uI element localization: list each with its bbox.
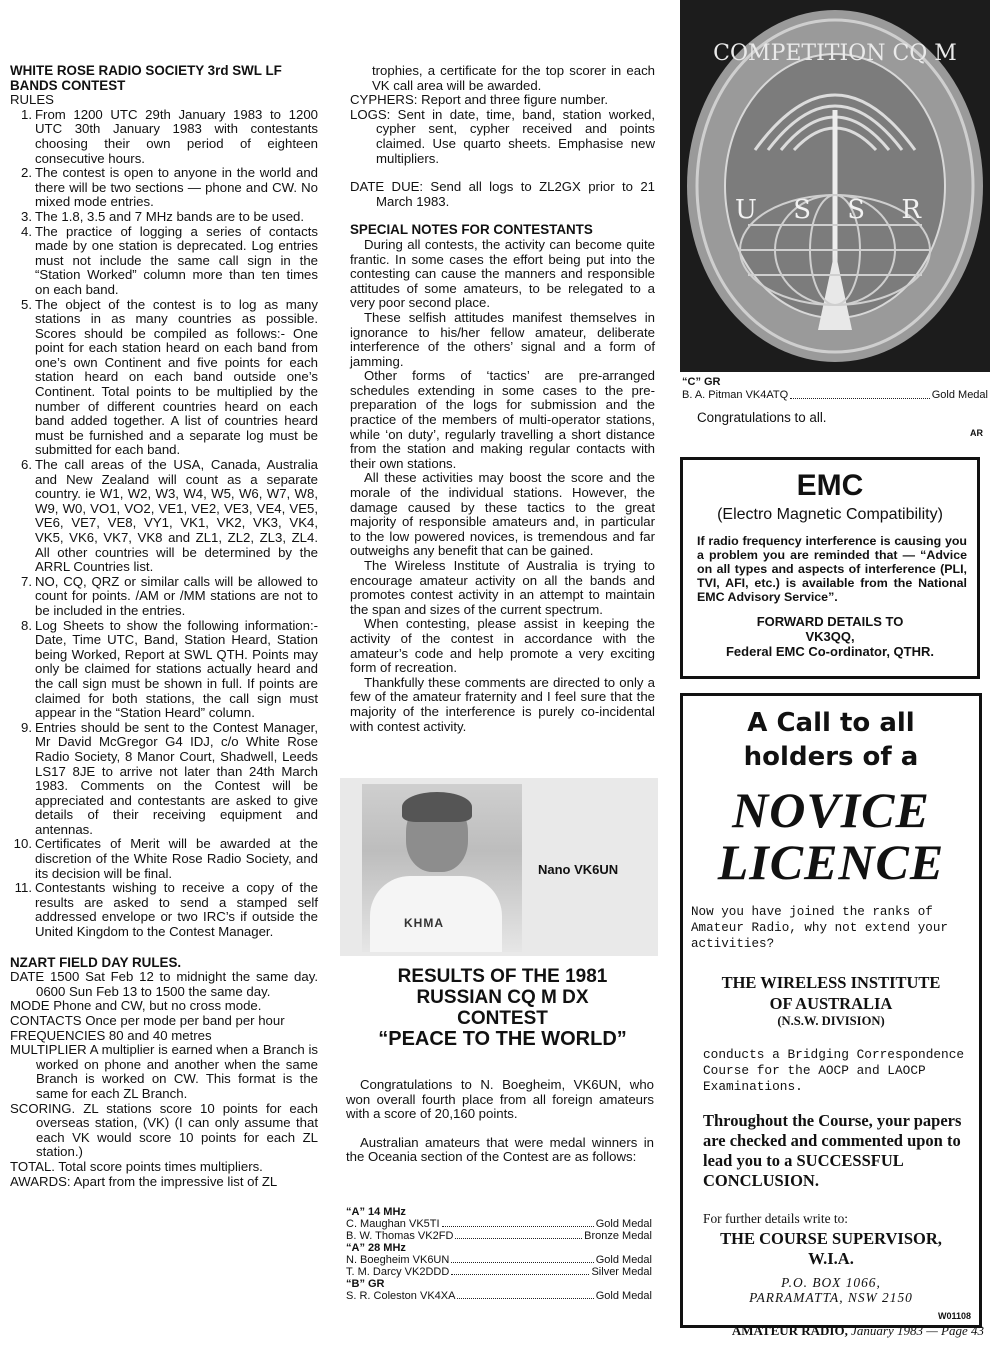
rule-text: The call areas of the USA, Canada, Australia and New Zealand will count as a separate country. ie W1, W2, W3, W4, W5, W6, W7, W8, W9, W0, VO1, VO2, VE1, VE2, VE3, VE4, VE5, VE6, VE7, VE8, VY1, VK1, VK2, VK3, VK4, VK5, VK6, VK7, VK8 and ZL1, ZL2, ZL3, ZL4. All other countries will be determined by the ARRL Countries list.	[35, 457, 318, 575]
medal-icon	[680, 0, 990, 372]
special-note-paragraph: Other forms of ‘tactics’ are pre-arranged schedules extending in some cases to the pre-preparation of the logs for submission and the practice of the members of multi-operator stations, while ‘on duty’, regularly travelling a short distance from the station and making regular contacts with their own stations.	[350, 368, 655, 471]
medal-category: “B” GR	[346, 1278, 385, 1290]
footer-magazine: AMATEUR RADIO,	[731, 1323, 848, 1338]
gr-result	[682, 376, 988, 402]
footer-page: — Page 43	[926, 1323, 984, 1338]
nzart-rule: AWARDS: Apart from the impressive list of ZL	[10, 1173, 278, 1189]
nzart-rule: MODE Phone and CW, but no cross mode.	[10, 998, 262, 1014]
special-note-paragraph: These selfish attitudes manifest themselves in ignorance to his/her fellow amateur, deliberate interference of the others’ signal and a form of jamming.	[350, 309, 655, 369]
gr-medal: Gold Medal	[931, 389, 988, 401]
emc-title: EMC	[796, 469, 864, 502]
postal-address	[683, 1275, 979, 1305]
results-body	[346, 1078, 654, 1165]
special-notes-title: SPECIAL NOTES FOR CONTESTANTS	[350, 222, 593, 238]
rule-item	[10, 298, 318, 459]
further-details-label: For further details write to:	[703, 1211, 849, 1226]
rule-text: Entries should be sent to the Contest Manager, Mr David McGregor G4 IDJ, c/o White Rose Radio Society, 8 Manor Court, Shadwell, Leeds LS17 8JE to arrive not later than 24th March 1983. Comments on the Contest will be appreciated and contestants are asked to give details of their receiving equipment and antennas.	[35, 719, 318, 837]
emc-callsign: VK3QQ,	[805, 629, 855, 644]
course-conduct-text: conducts a Bridging Correspondence Course for the AOCP and LAOCP Examinations.	[703, 1047, 965, 1094]
medal-category: “A” 28 MHz	[346, 1242, 406, 1254]
footer-issue: January 1983	[851, 1323, 923, 1338]
rule-text: Certificates of Merit will be awarded at the discretion of the White Rose Radio Society, and its decision will be final.	[35, 836, 318, 881]
rule-number: 10.	[13, 836, 32, 852]
advert-code: W01108	[937, 1311, 971, 1321]
rule-item	[10, 881, 318, 939]
rule-text: Log Sheets to show the following information:- Date, Time UTC, Band, Station Heard, Station being Worked, Report at SWL QTH. Points may only be claimed for stations actually heard and the call sign must be shown in full. If points are claimed for both stations, the call sign must appear in the “Station Heard” column.	[35, 617, 318, 721]
rule-item	[10, 619, 318, 721]
course-supervisor	[683, 1229, 979, 1269]
rule-number: 11.	[14, 880, 32, 896]
medal-row	[346, 1266, 652, 1278]
address-line-2: PARRAMATTA, NSW 2150	[749, 1290, 913, 1305]
nzart-title: NZART FIELD DAY RULES.	[10, 954, 182, 970]
medal-type: Gold Medal	[595, 1218, 652, 1230]
results-paragraph-1: Congratulations to N. Boegheim, VK6UN, who won overall fourth place from all foreign amateurs with a score of 20,160 points.	[346, 1077, 654, 1122]
novice-licence-heading	[683, 784, 979, 888]
medal-row	[346, 1290, 652, 1302]
special-note-paragraph: All these activities may boost the score and the morale of the individual stations. However, the damage caused by these tactics to the great majority of responsible amateurs and, in particular to the low powered novices, is tremendous and far outweighs any benefit that can be gained.	[350, 470, 655, 559]
call-line-2: holders of a	[743, 742, 919, 772]
emc-body: If radio frequency interference is causing you a problem you are reminded that — “Advice on all types and aspects of interference (PLI, TVI, AFI, etc.) is available from the National EMC Advisory Service”.	[697, 534, 967, 604]
results-title-line4: “PEACE TO THE WORLD”	[378, 1028, 627, 1050]
nzart-rule: TOTAL. Total score points times multipliers.	[10, 1158, 263, 1174]
date-due-rule: DATE DUE: Send all logs to ZL2GX prior to 21 March 1983.	[350, 179, 655, 209]
medal-winner: C. Maughan VK5TI	[346, 1218, 440, 1230]
rule-number: 8.	[21, 617, 32, 633]
column-middle	[350, 64, 655, 734]
rule-number: 4.	[21, 223, 32, 239]
contest-title-line2: BANDS CONTEST	[10, 77, 126, 93]
gr-row	[682, 389, 988, 402]
rule-text: The 1.8, 3.5 and 7 MHz bands are to be used.	[35, 208, 305, 224]
rule-item	[10, 458, 318, 575]
licence-word: LICENCE	[717, 834, 945, 890]
nzart-rule: FREQUENCIES 80 and 40 metres	[10, 1027, 212, 1043]
emc-coordinator: Federal EMC Co-ordinator, QTHR.	[725, 644, 934, 659]
emc-advert	[680, 457, 980, 679]
rules-list	[10, 108, 318, 940]
call-title	[683, 706, 979, 774]
novice-join-text: Now you have joined the ranks of Amateur Radio, why not extend your activities?	[691, 905, 948, 951]
special-note-paragraph: Thankfully these comments are directed to only a few of the amateur fraternity and I feel sure that the majority of the interference is purely co-incidental with contest activity.	[350, 674, 655, 734]
rule-item	[10, 225, 318, 298]
results-title-line3: CONTEST	[457, 1008, 548, 1029]
medal-row	[346, 1230, 652, 1242]
rule-text: NO, CQ, QRZ or similar calls will be allowed to count for points. /AM or /MM stations are not to be included in the entries.	[35, 573, 318, 618]
results-title	[345, 966, 660, 1050]
call-line-1: A Call to all	[747, 708, 915, 738]
address-line-1: P.O. BOX 1066,	[781, 1275, 881, 1290]
gr-name: B. A. Pitman VK4ATQ	[682, 389, 789, 401]
awards-continued: trophies, a certificate for the top scorer in each VK call area will be awarded.	[372, 63, 655, 93]
contest-title-line1: WHITE ROSE RADIO SOCIETY 3rd SWL LF	[10, 63, 282, 78]
rule-text: The contest is open to anyone in the world and there will be two sections — phone and CW. No mixed mode entries.	[35, 165, 318, 210]
rule-item	[10, 721, 318, 838]
nzart-rule: DATE 1500 Sat Feb 12 to midnight the same day. 0600 Sun Feb 13 to 1500 the same day.	[10, 969, 318, 999]
svg-text:COMPETITION CQ M: COMPETITION CQ M	[713, 41, 957, 66]
rule-text: From 1200 UTC 29th January 1983 to 1200 UTC 30th January 1983 with contestants choosing their own period of eighteen consecutive hours.	[35, 106, 318, 166]
novice-word: NOVICE	[732, 782, 930, 838]
gr-head: “C” GR	[682, 376, 721, 388]
rule-item	[10, 166, 318, 210]
rule-item	[10, 837, 318, 881]
rule-number: 2.	[21, 165, 32, 181]
medal-row	[346, 1254, 652, 1266]
logs-rule: LOGS: Sent in date, time, band, station worked, cypher sent, cypher received and points claimed. Use quarto sheets. Emphasise new multipliers.	[350, 106, 655, 166]
contestant-photo: KHMA	[362, 784, 522, 952]
supervisor-line-2: W.I.A.	[808, 1249, 854, 1268]
emc-forward-label: FORWARD DETAILS TO	[756, 614, 904, 629]
medal-winner: T. M. Darcy VK2DDD	[346, 1266, 450, 1278]
emc-forward	[683, 614, 977, 659]
wia-line-2: OF AUSTRALIA	[769, 994, 893, 1013]
wia-line-1: THE WIRELESS INSTITUTE	[721, 973, 941, 992]
rules-label: RULES	[10, 92, 54, 108]
nzart-rules	[10, 970, 318, 1189]
results-title-line1: RESULTS OF THE 1981	[397, 966, 608, 987]
commemorative-medal-image	[680, 0, 990, 372]
congrats-text: Congratulations to all.	[697, 410, 827, 425]
medal-table	[346, 1206, 652, 1302]
photo-panel	[340, 778, 658, 956]
wia-division: (N.S.W. DIVISION)	[777, 1014, 885, 1028]
special-note-paragraph: When contesting, please assist in keeping the activity of the contest in accordance with the amateur’s code and help promote a very exciting form of recreation.	[350, 616, 655, 676]
special-notes	[350, 238, 655, 734]
nzart-rule: MULTIPLIER A multiplier is earned when a Branch is worked on phone and another when the same Branch is worked on CW. This format is the same for each ZL Branch.	[10, 1042, 318, 1101]
photo-caption: Nano VK6UN	[538, 862, 619, 877]
rule-number: 7.	[21, 573, 32, 589]
medal-type: Gold Medal	[595, 1290, 652, 1302]
rule-item	[10, 108, 318, 166]
novice-licence-advert	[680, 693, 982, 1328]
supervisor-line-1: THE COURSE SUPERVISOR,	[720, 1229, 942, 1248]
medal-winner: N. Boegheim VK6UN	[346, 1254, 450, 1266]
rule-text: Contestants wishing to receive a copy of the results are asked to send a stamped self addressed envelope or two IRC’s if outside the United Kingdom to the Contest Manager.	[35, 880, 318, 940]
course-throughout-text: Throughout the Course, your papers are checked and commented upon to lead you to a SUCCESSFUL CONCLUSION.	[703, 1111, 962, 1190]
page-footer	[732, 1323, 984, 1339]
rule-number: 1.	[21, 106, 32, 122]
medal-row	[346, 1218, 652, 1230]
medal-type: Bronze Medal	[584, 1230, 652, 1242]
column-left	[10, 64, 318, 1189]
medal-type: Gold Medal	[595, 1254, 652, 1266]
rule-number: 9.	[21, 719, 32, 735]
rule-text: The object of the contest is to log as many stations in as many countries as possible. Scores should be compiled as follows:- One point for each station heard on each band from one’s own Continent and five points for each station heard on each band outside one’s Continent. Total points to be multiplied by the number of different countries heard on each band added together. A list of countries heard must be furnished and a separate log must be submitted for each band.	[35, 296, 318, 458]
medal-winner: S. R. Coleston VK4XA	[346, 1290, 456, 1302]
results-title-line2: RUSSIAN CQ M DX	[416, 987, 589, 1008]
rule-number: 5.	[21, 296, 32, 312]
rule-number: 3.	[21, 208, 32, 224]
cyphers-rule: CYPHERS: Report and three figure number.	[350, 92, 609, 108]
ar-end-mark: AR	[970, 428, 983, 438]
rule-number: 6.	[21, 457, 32, 473]
medal-type: Silver Medal	[591, 1266, 652, 1278]
rule-item	[10, 210, 318, 225]
wia-name	[683, 972, 979, 1014]
special-note-paragraph: During all contests, the activity can become quite frantic. In some cases the effort being put into the contesting can cause the manners and responsible attitudes of some amateurs, to be relegated to a very poor second place.	[350, 236, 655, 311]
svg-text:U S S R: U S S R	[735, 195, 935, 225]
rule-item	[10, 575, 318, 619]
results-paragraph-2: Australian amateurs that were medal winners in the Oceania section of the Contest are as follows:	[346, 1134, 654, 1165]
medal-winner: B. W. Thomas VK2FD	[346, 1230, 454, 1242]
rule-text: The practice of logging a series of contacts made by one station is deprecated. Log entries must not include the same call sign in the “Station Worked” column more than ten times on each band.	[35, 223, 318, 297]
emc-subtitle: (Electro Magnetic Compatibility)	[717, 506, 943, 523]
special-note-paragraph: The Wireless Institute of Australia is trying to encourage amateur activity on all the bands and promotes contest activity in an attempt to maintain the span and sizes of the current spectrum.	[350, 558, 655, 617]
nzart-rule: CONTACTS Once per mode per band per hour	[10, 1013, 285, 1028]
nzart-rule: SCORING. ZL stations score 10 points for each overseas station, (VK) (I can only assume that each VK would score 10 points for each ZL station.)	[10, 1100, 318, 1160]
medal-category: “A” 14 MHz	[346, 1206, 406, 1218]
